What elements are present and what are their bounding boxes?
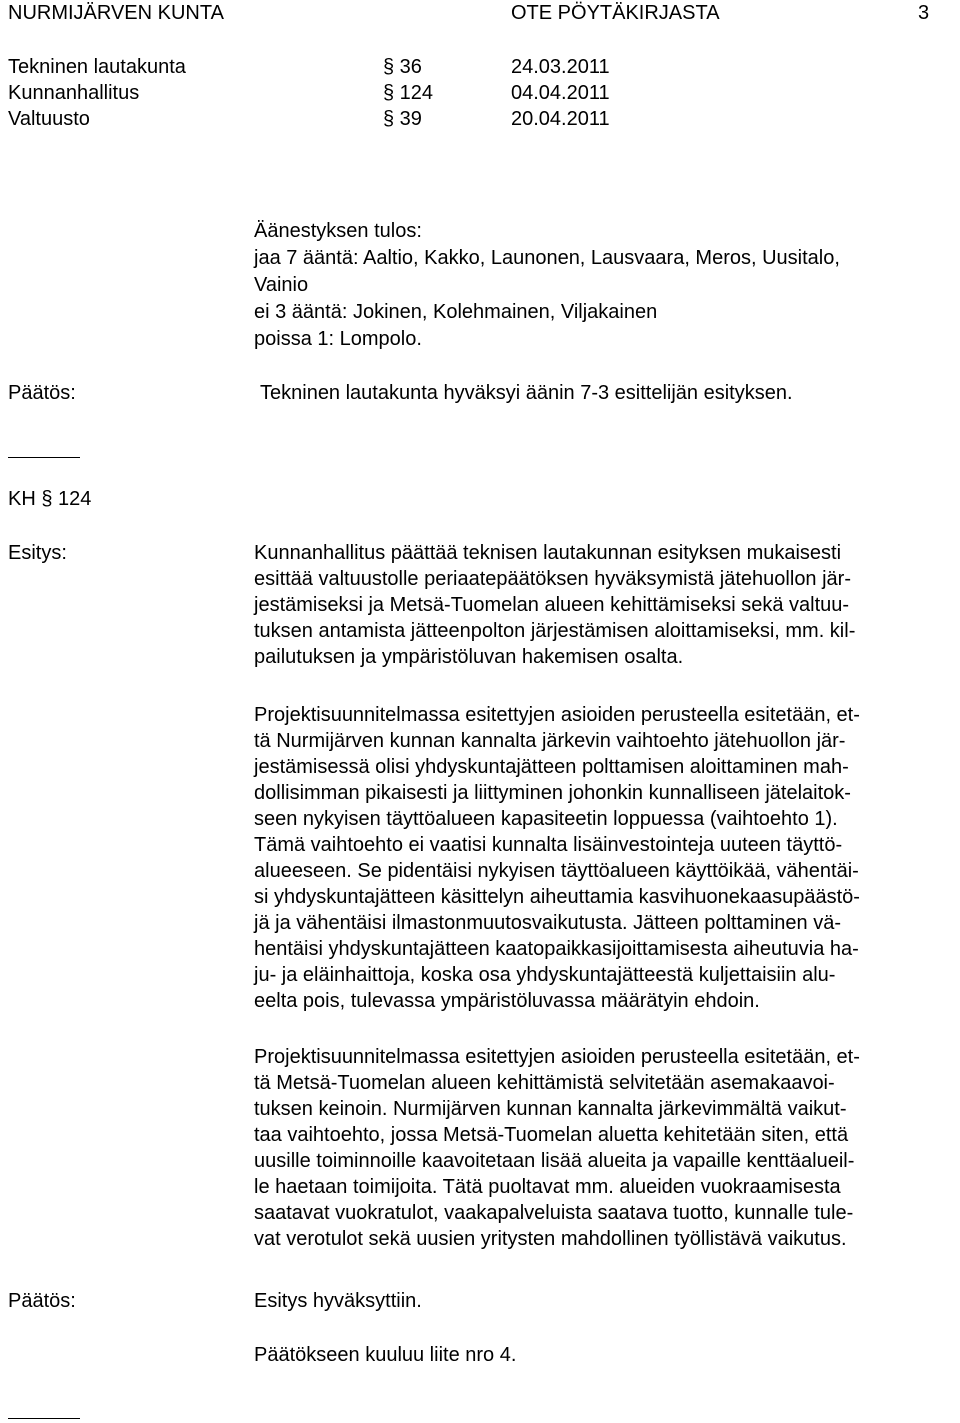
- text-line: Tämä vaihtoehto ei vaatisi kunnalta lisäinvestointeja uuteen täyttö-: [254, 834, 843, 856]
- vote-result-line: Vainio: [254, 274, 309, 296]
- text-line: jestämiseksi ja Metsä-Tuomelan alueen kehittämiseksi sekä valtuu-: [254, 594, 850, 616]
- decision-label: Päätös:: [8, 382, 76, 404]
- body-name: Tekninen lautakunta: [8, 56, 186, 78]
- text-line: si yhdyskuntajätteen käsittelyn aiheuttamia kasvihuonekaasupäästö-: [254, 886, 860, 908]
- vote-result-line: poissa 1: Lompolo.: [254, 328, 422, 350]
- text-line: Projektisuunnitelmassa esitettyjen asioiden perusteella esitetään, et-: [254, 704, 860, 726]
- body-name: Kunnanhallitus: [8, 82, 140, 104]
- section-number: § 36: [383, 56, 422, 78]
- text-line: uusille toiminnoille kaavoitetaan lisää alueita ja vapaille kenttäalueil-: [254, 1150, 855, 1172]
- text-line: jä ja vähentäisi ilmastonmuutosvaikutusta. Jätteen polttaminen vä-: [254, 912, 841, 934]
- meeting-date: 24.03.2011: [511, 56, 610, 78]
- proposal-paragraph-1: [254, 540, 954, 670]
- section-number: § 124: [383, 82, 434, 104]
- kh-section-heading: KH § 124: [8, 488, 92, 510]
- section-separator: [8, 457, 80, 458]
- meeting-date: 20.04.2011: [511, 108, 610, 130]
- text-line: tä Nurmijärven kunnan kannalta järkevin vaihtoehto jätehuollon jär-: [254, 730, 846, 752]
- text-line: hentäisi yhdyskuntajätteen kaatopaikkasijoittamisesta aiheutuvia ha-: [254, 938, 859, 960]
- text-line: esittää valtuustolle periaatepäätöksen hyväksymistä jätehuollon jär-: [254, 568, 852, 590]
- text-line: tuksen antamista jätteenpolton järjestämisen aloittamiseksi, mm. kil-: [254, 620, 856, 642]
- meeting-date: 04.04.2011: [511, 82, 610, 104]
- body-name: Valtuusto: [8, 108, 90, 130]
- text-line: alueeseen. Se pidentäisi nykyisen täyttöalueen käyttöikää, vähentäi-: [254, 860, 859, 882]
- document-type: OTE PÖYTÄKIRJASTA: [511, 2, 720, 24]
- text-line: le haetaan toimijoita. Tätä puoltavat mm. alueiden vuokraamisesta: [254, 1176, 841, 1198]
- text-line: ju- ja eläinhaittoja, koska osa yhdyskuntajätteestä kuljettaisiin alu-: [254, 964, 836, 986]
- text-line: dollisimman pikaisesti ja liittyminen johonkin kunnalliseen jätelaitok-: [254, 782, 851, 804]
- decision-label: Päätös:: [8, 1290, 76, 1312]
- proposal-paragraph-3: [254, 1044, 954, 1252]
- decision-text: Tekninen lautakunta hyväksyi äänin 7-3 esittelijän esityksen.: [260, 382, 793, 404]
- vote-result-line: jaa 7 ääntä: Aaltio, Kakko, Launonen, Lausvaara, Meros, Uusitalo,: [254, 247, 840, 269]
- text-line: vat verotulot sekä uusien yritysten mahdollinen työllistävä vaikutus.: [254, 1228, 847, 1250]
- text-line: tä Metsä-Tuomelan alueen kehittämistä selvitetään asemakaavoi-: [254, 1072, 835, 1094]
- text-line: seen nykyisen täyttöalueen kapasiteetin loppuessa (vaihtoehto 1).: [254, 808, 838, 830]
- text-line: Projektisuunnitelmassa esitettyjen asioiden perusteella esitetään, et-: [254, 1046, 860, 1068]
- text-line: taa vaihtoehto, jossa Metsä-Tuomelan aluetta kehitetään siten, että: [254, 1124, 849, 1146]
- text-line: pailutuksen ja ympäristöluvan hakemisen osalta.: [254, 646, 684, 668]
- text-line: tuksen keinoin. Nurmijärven kunnan kannalta järkevimmältä vaikut-: [254, 1098, 847, 1120]
- text-line: saatavat vuokratulot, vaakapalveluista saatava tuotto, kunnalle tule-: [254, 1202, 854, 1224]
- vote-result-line: ei 3 ääntä: Jokinen, Kolehmainen, Viljakainen: [254, 301, 658, 323]
- proposal-label: Esitys:: [8, 542, 67, 564]
- municipality-name: NURMIJÄRVEN KUNTA: [8, 2, 224, 24]
- attachment-note: Päätökseen kuuluu liite nro 4.: [254, 1344, 517, 1366]
- text-line: eelta pois, tulevassa ympäristöluvassa määrätyin ehdoin.: [254, 990, 760, 1012]
- decision-text: Esitys hyväksyttiin.: [254, 1290, 422, 1312]
- page-number: 3: [918, 2, 930, 24]
- proposal-paragraph-2: [254, 702, 954, 1014]
- section-separator: [8, 1418, 80, 1419]
- vote-result-line: Äänestyksen tulos:: [254, 220, 422, 242]
- text-line: jestämisessä olisi yhdyskuntajätteen polttamisen aloittaminen mah-: [254, 756, 849, 778]
- text-line: Kunnanhallitus päättää teknisen lautakunnan esityksen mukaisesti: [254, 542, 842, 564]
- section-number: § 39: [383, 108, 422, 130]
